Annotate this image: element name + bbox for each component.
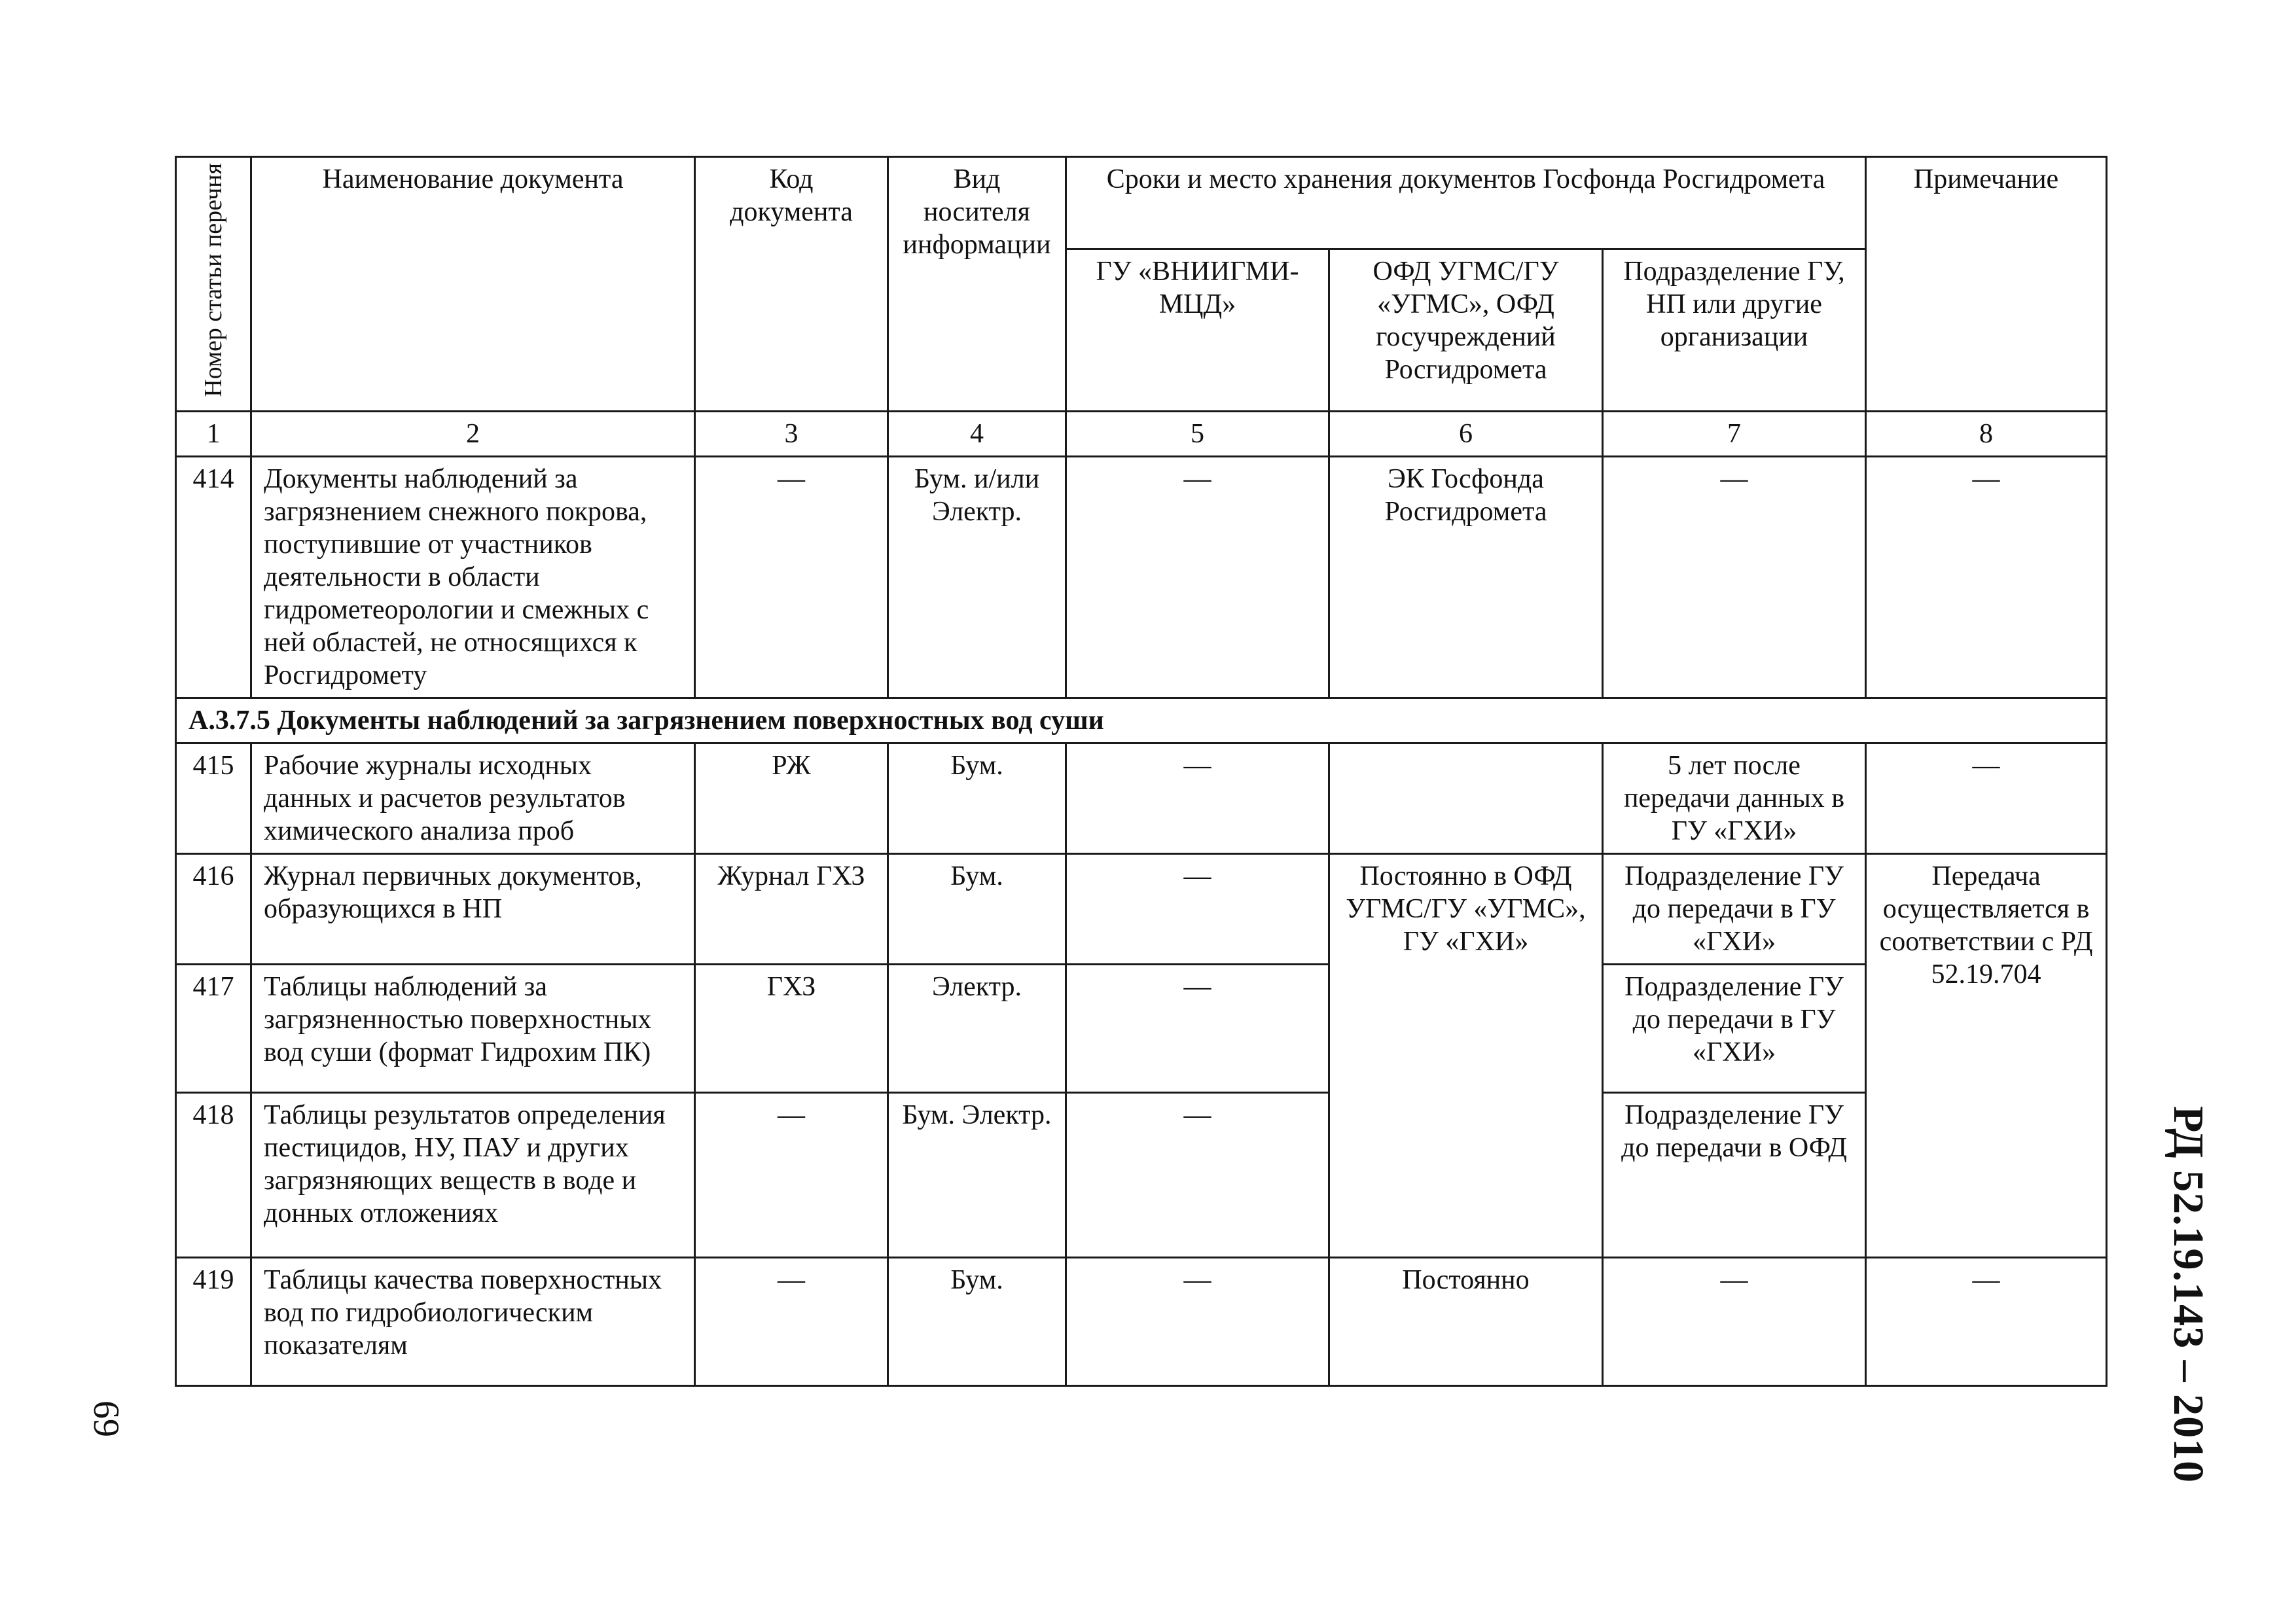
media-type: Бум.: [888, 743, 1066, 853]
subdivision-storage: —: [1603, 1257, 1866, 1385]
media-type: Бум. и/или Электр.: [888, 456, 1066, 698]
document-name: Рабочие журналы исходных данных и расчетов результатов химического анализа проб: [251, 743, 695, 853]
vniigmi-storage: —: [1066, 1092, 1329, 1257]
column-number: 8: [1866, 411, 2107, 456]
ofd-storage: [1329, 743, 1603, 853]
subdivision-storage: —: [1603, 456, 1866, 698]
note: —: [1866, 1257, 2107, 1385]
note-merged: Передача осуществляется в соответствии с РД 52.19.704: [1866, 853, 2107, 1257]
header-col-vniigmi: ГУ «ВНИИГМИ-МЦД»: [1066, 249, 1329, 411]
vniigmi-storage: —: [1066, 1257, 1329, 1385]
document-name: Документы наблюдений за загрязнением снежного покрова, поступившие от участников деятельности в области гидрометеорологии и смежных с ней областей, не относящихся к Росгидромету: [251, 456, 695, 698]
header-col-code: Код документа: [695, 157, 888, 412]
document-name: Таблицы результатов определения пестицидов, НУ, ПАУ и других загрязняющих веществ в воде и донных отложениях: [251, 1092, 695, 1257]
column-number: 4: [888, 411, 1066, 456]
media-type: Электр.: [888, 964, 1066, 1092]
header-col-ofd: ОФД УГМС/ГУ «УГМС», ОФД госучреждений Росгидромета: [1329, 249, 1603, 411]
media-type: Бум. Электр.: [888, 1092, 1066, 1257]
header-col-number-label: Номер статьи перечня: [200, 163, 227, 397]
subdivision-storage: Подразделение ГУ до передачи в ГУ «ГХИ»: [1603, 964, 1866, 1092]
header-storage-group: Сроки и место хранения документов Госфонда Росгидромета: [1066, 157, 1866, 249]
column-number: 2: [251, 411, 695, 456]
header-col-note: Примечание: [1866, 157, 2107, 412]
vniigmi-storage: —: [1066, 456, 1329, 698]
document-code: ГХЗ: [695, 964, 888, 1092]
table-row-415: [176, 743, 2107, 853]
table-row-414: [176, 456, 2107, 698]
header-row: [176, 157, 2107, 249]
column-number: 5: [1066, 411, 1329, 456]
table-row-419: [176, 1257, 2107, 1385]
page-number: 69: [86, 1400, 126, 1437]
media-type: Бум.: [888, 853, 1066, 964]
subdivision-storage: Подразделение ГУ до передачи в ГУ «ГХИ»: [1603, 853, 1866, 964]
subdivision-storage: 5 лет после передачи данных в ГУ «ГХИ»: [1603, 743, 1866, 853]
document-name: Журнал первичных документов, образующихся в НП: [251, 853, 695, 964]
table-row-416: [176, 853, 2107, 964]
column-number: 1: [176, 411, 251, 456]
records-table: [175, 156, 2108, 1387]
ofd-storage: ЭК Госфонда Росгидромета: [1329, 456, 1603, 698]
column-number: 6: [1329, 411, 1603, 456]
document-code: —: [695, 1257, 888, 1385]
document-code: —: [695, 1092, 888, 1257]
table-row-417: [176, 964, 2107, 1092]
header-col-subdivision: Подразделение ГУ, НП или другие организации: [1603, 249, 1866, 411]
document-code: РЖ: [695, 743, 888, 853]
column-number: 3: [695, 411, 888, 456]
section-title: А.3.7.5 Документы наблюдений за загрязнением поверхностных вод суши: [176, 698, 2107, 743]
vniigmi-storage: —: [1066, 964, 1329, 1092]
section-row: [176, 698, 2107, 743]
row-number: 414: [176, 456, 251, 698]
document-name: Таблицы качества поверхностных вод по гидробиологическим показателям: [251, 1257, 695, 1385]
row-number: 417: [176, 964, 251, 1092]
note: —: [1866, 743, 2107, 853]
header-col-number: [176, 157, 251, 412]
column-number: 7: [1603, 411, 1866, 456]
note: —: [1866, 456, 2107, 698]
vniigmi-storage: —: [1066, 853, 1329, 964]
media-type: Бум.: [888, 1257, 1066, 1385]
document-name: Таблицы наблюдений за загрязненностью поверхностных вод суши (формат Гидрохим ПК): [251, 964, 695, 1092]
document-code: —: [695, 456, 888, 698]
ofd-storage-merged: Постоянно в ОФД УГМС/ГУ «УГМС», ГУ «ГХИ»: [1329, 853, 1603, 1257]
row-number: 419: [176, 1257, 251, 1385]
row-number: 415: [176, 743, 251, 853]
document-code-label: РД 52.19.143 – 2010: [2164, 1106, 2212, 1484]
header-col-name: Наименование документа: [251, 157, 695, 412]
column-number-row: [176, 411, 2107, 456]
vniigmi-storage: —: [1066, 743, 1329, 853]
row-number: 416: [176, 853, 251, 964]
document-code: Журнал ГХЗ: [695, 853, 888, 964]
table-row-418: [176, 1092, 2107, 1257]
row-number: 418: [176, 1092, 251, 1257]
ofd-storage: Постоянно: [1329, 1257, 1603, 1385]
subdivision-storage: Подразделение ГУ до передачи в ОФД: [1603, 1092, 1866, 1257]
header-col-media: Вид носителя информации: [888, 157, 1066, 412]
